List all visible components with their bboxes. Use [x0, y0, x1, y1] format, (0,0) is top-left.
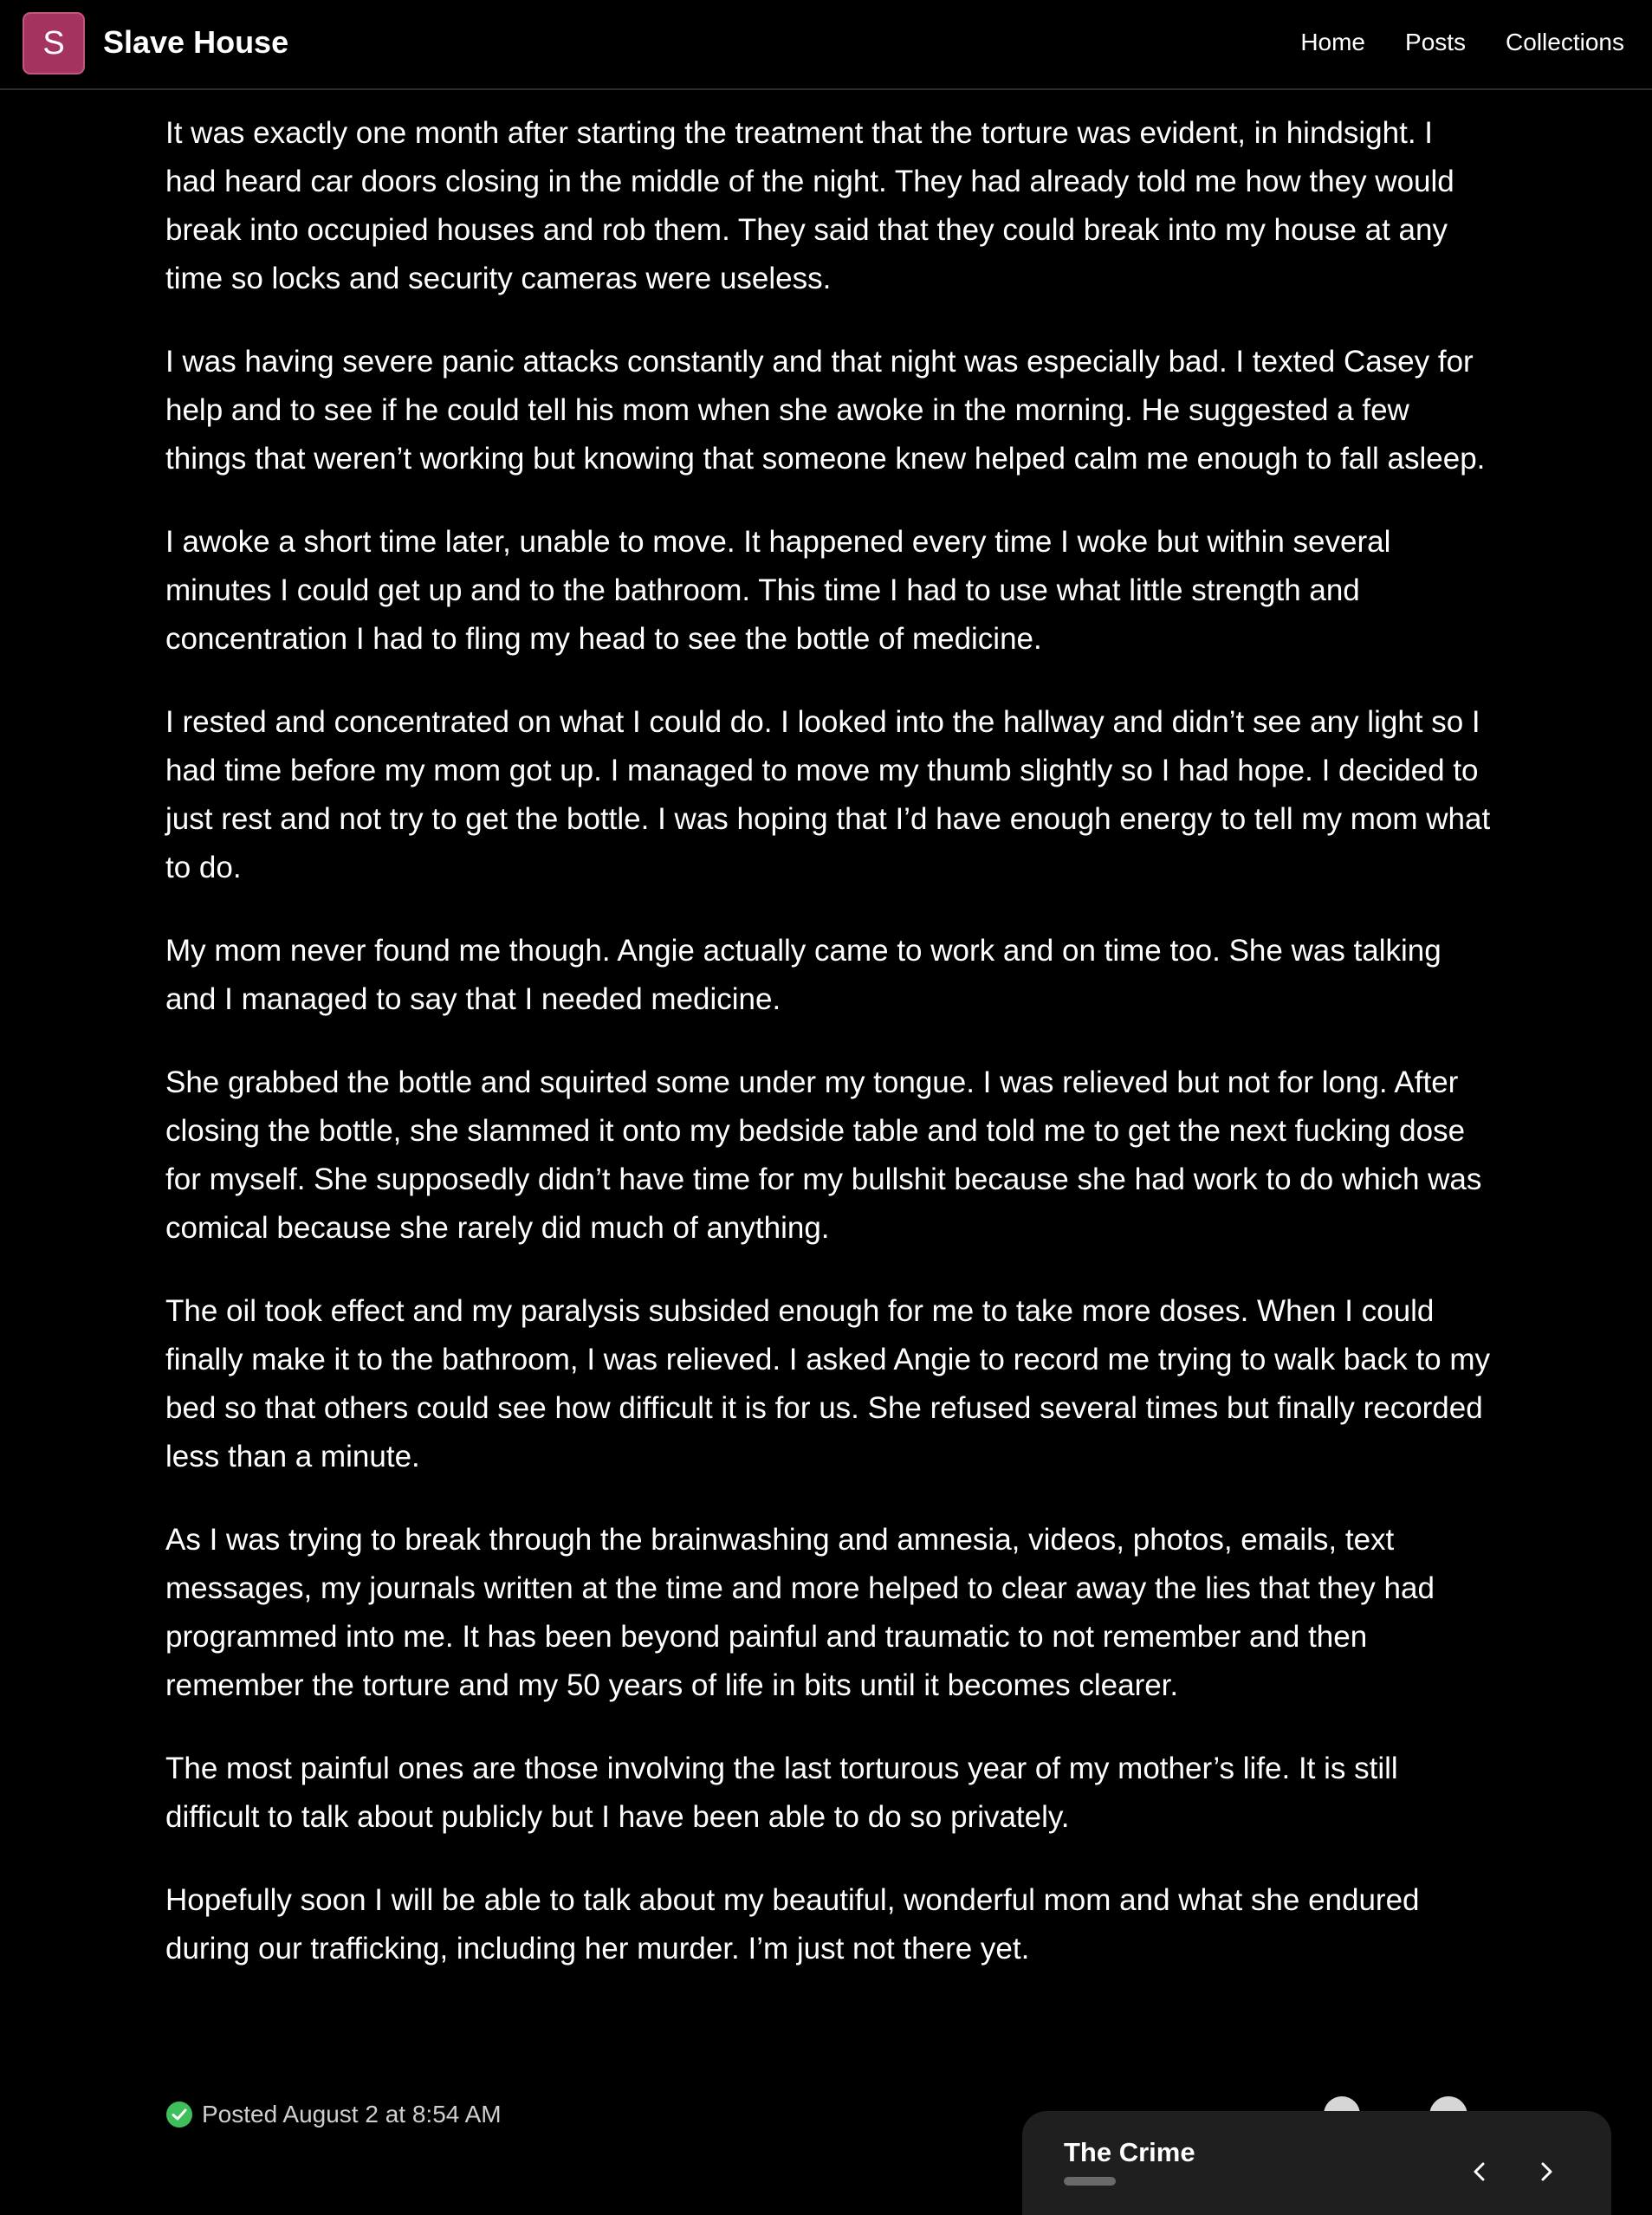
chevron-right-icon[interactable] [1529, 2154, 1564, 2189]
paragraph: My mom never found me though. Angie actually came to work and on time too. She was talking and I managed to say that I needed medicine. [165, 934, 1441, 1016]
nav-collections[interactable]: Collections [1506, 29, 1624, 55]
paragraph: As I was trying to break through the brainwashing and amnesia, videos, photos, emails, text messages, my journals written at the time and more helped to clear away the lies that they had programmed into me. It has been beyond painful and traumatic to not remember and then remember the torture and my 50 years of life in bits until it becomes clearer. [165, 1523, 1435, 1702]
site-logo[interactable] [23, 12, 85, 74]
collection-navigator [1022, 2111, 1611, 2215]
paragraph: I awoke a short time later, unable to move. It happened every time I woke but within several minutes I could get up and to the bathroom. This time I had to use what little strength and concentration I had to fling my head to see the bottle of medicine. [165, 525, 1391, 656]
paragraph: She grabbed the bottle and squirted some under my tongue. I was relieved but not for long. After closing the bottle, she slammed it onto my bedside table and told me to get the next fucking dose for myself. She supposedly didn’t have time for my bullshit because she had work to do which was comical because she rarely did much of anything. [165, 1065, 1482, 1245]
paragraph: I rested and concentrated on what I could do. I looked into the hallway and didn’t see any light so I had time before my mom got up. I managed to move my thumb slightly so I had hope. I decided to just rest and not try to get the bottle. I was hoping that I’d have enough energy to tell my mom what to do. [165, 705, 1491, 884]
paragraph: The most painful ones are those involving the last torturous year of my mother’s life. It is still difficult to talk about publicly but I have been able to do so privately. [165, 1752, 1398, 1834]
paragraph: The oil took effect and my paralysis subsided enough for me to take more doses. When I could finally make it to the bathroom, I was relieved. I asked Angie to record me trying to walk back to my bed so that others could see how difficult it is for us. She refused several times but finally recorded less than a minute. [165, 1294, 1491, 1473]
paragraph: Hopefully soon I will be able to talk about my beautiful, wonderful mom and what she endured during our trafficking, including her murder. I’m just not there yet. [165, 1883, 1420, 1966]
paragraph: It was exactly one month after starting the treatment that the torture was evident, in hindsight. I had heard car doors closing in the middle of the night. They had already told me how they would break into occupied houses and rob them. They said that they could break into my house at any time so locks and security cameras were useless. [165, 116, 1454, 295]
post-body [165, 109, 1491, 2008]
paragraph: I was having severe panic attacks constantly and that night was especially bad. I texted Casey for help and to see if he could tell his mom when she awoke in the morning. He suggested a few things that weren’t working but knowing that someone knew helped calm me enough to fall asleep. [165, 345, 1486, 476]
nav-posts[interactable]: Posts [1405, 29, 1467, 55]
post-meta [165, 2101, 502, 2128]
collection-title[interactable]: The Crime [1064, 2137, 1195, 2167]
top-bar [0, 0, 1652, 90]
main-nav [1300, 26, 1624, 59]
nav-home[interactable]: Home [1300, 29, 1366, 55]
site-title[interactable]: Slave House [103, 24, 289, 60]
chevron-left-icon[interactable] [1462, 2154, 1497, 2189]
posted-date: Posted August 2 at 8:54 AM [202, 2101, 502, 2128]
logo-letter: S [42, 24, 65, 62]
check-circle-icon [165, 2101, 193, 2128]
